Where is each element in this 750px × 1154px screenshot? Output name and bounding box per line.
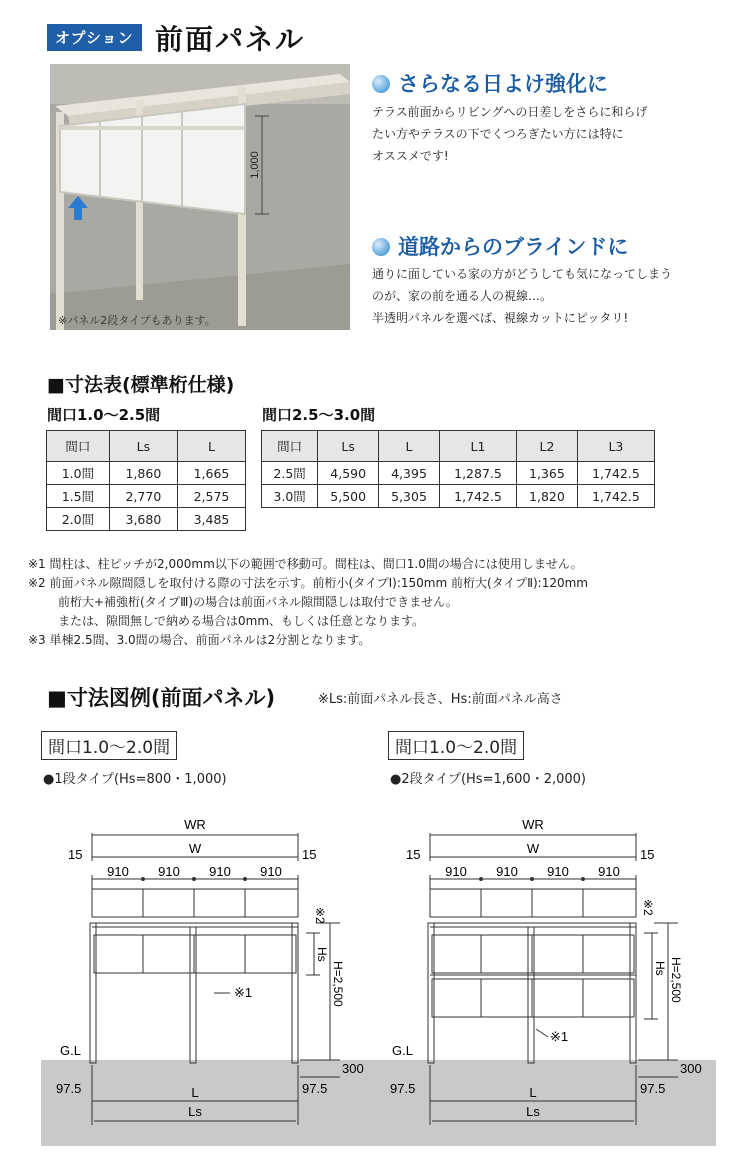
span-label: 910 xyxy=(445,864,467,879)
table-header-cell: Ls xyxy=(109,431,177,462)
feature-title-1 xyxy=(372,68,608,98)
feature-text-line: 半透明パネルを選べば、視線カットにピッタリ! xyxy=(372,311,629,325)
table-cell: 1,742.5 xyxy=(577,485,654,508)
span-label: 910 xyxy=(158,864,180,879)
table-cell: 1,742.5 xyxy=(577,462,654,485)
edge-left-label: 97.5 xyxy=(390,1081,416,1096)
table-cell: 1,742.5 xyxy=(439,485,516,508)
h-label: H=2,500 xyxy=(331,961,345,1007)
table-header-cell: L xyxy=(177,431,245,462)
table-cell: 2,770 xyxy=(109,485,177,508)
terrace-illustration xyxy=(50,64,350,330)
table-cell: 2,575 xyxy=(177,485,245,508)
table-header-cell: L1 xyxy=(439,431,516,462)
table-row xyxy=(262,485,655,508)
table-header-cell: 間口 xyxy=(262,431,318,462)
dimension-table-2 xyxy=(261,430,655,508)
wr-label: WR xyxy=(184,817,206,832)
span-label: 910 xyxy=(260,864,282,879)
ls-label: Ls xyxy=(526,1104,540,1119)
table-cell: 1,665 xyxy=(177,462,245,485)
feature-title-2 xyxy=(372,231,628,261)
side-15-right: 15 xyxy=(640,847,655,862)
notes xyxy=(28,555,588,650)
table-cell: 1.5間 xyxy=(47,485,110,508)
table-row xyxy=(47,462,246,485)
note-line: ※1 間柱は、柱ピッチが2,000mm以下の範囲で移動可。間柱は、間口1.0間の場合には使用しません。 xyxy=(28,557,583,571)
diagram-1 xyxy=(30,815,370,1135)
feature-text-line: オススメです! xyxy=(372,149,449,163)
table-cell: 3,485 xyxy=(177,508,245,531)
gl-label: G.L xyxy=(60,1043,81,1058)
note2-label: ※2 xyxy=(641,899,655,916)
diagram-2-box-label: 間口1.0〜2.0間 xyxy=(388,731,524,760)
edge-left-label: 97.5 xyxy=(56,1081,82,1096)
table-row xyxy=(262,462,655,485)
bullet-sphere-icon xyxy=(372,238,390,256)
table2-title: 間口2.5〜3.0間 xyxy=(262,406,376,424)
note-line: ※3 単棟2.5間、3.0間の場合、前面パネルは2分割となります。 xyxy=(28,633,371,647)
l-label: L xyxy=(529,1085,537,1100)
span-label: 910 xyxy=(107,864,129,879)
bullet-sphere-icon xyxy=(372,75,390,93)
note-line: または、隙間無しで納める場合は0mm、もしくは任意となります。 xyxy=(58,614,425,628)
table-cell: 5,305 xyxy=(379,485,440,508)
l-label: L xyxy=(191,1085,199,1100)
feature-text-line: 通りに面している家の方がどうしても気になってしまう xyxy=(372,267,673,281)
depth-label: 300 xyxy=(680,1061,702,1076)
dimension-table-1 xyxy=(46,430,246,531)
feature-title-1-text: さらなる日よけ強化に xyxy=(398,72,608,96)
gl-label: G.L xyxy=(392,1043,413,1058)
feature-title-2-text: 道路からのブラインドに xyxy=(398,235,629,259)
note-line: 前桁大+補強桁(タイプⅢ)の場合は前面パネル隙間隠しは取付できません。 xyxy=(58,595,458,609)
depth-label: 300 xyxy=(342,1061,364,1076)
table-row xyxy=(47,485,246,508)
span-label: 910 xyxy=(598,864,620,879)
table-header-cell: L3 xyxy=(577,431,654,462)
dim-table-title: ■寸法表(標準桁仕様) xyxy=(47,374,235,396)
edge-right-label: 97.5 xyxy=(640,1081,666,1096)
diagram-section-subtitle: ※Ls:前面パネル長さ、Hs:前面パネル高さ xyxy=(318,692,563,707)
diagram-1-box-label: 間口1.0〜2.0間 xyxy=(41,731,177,760)
table-header-row xyxy=(47,431,246,462)
table-cell: 5,500 xyxy=(318,485,379,508)
table-cell: 3,680 xyxy=(109,508,177,531)
table-cell: 3.0間 xyxy=(262,485,318,508)
note2-label: ※2 xyxy=(313,907,327,924)
table-header-cell: L2 xyxy=(517,431,578,462)
table-cell: 1,860 xyxy=(109,462,177,485)
note-line: ※2 前面パネル隙間隠しを取付ける際の寸法を示す。前桁小(タイプⅠ):150mm 前桁大(タイプⅡ):120mm xyxy=(28,576,588,590)
feature-text-line: のが、家の前を通る人の視線…。 xyxy=(372,289,553,303)
diagram-2 xyxy=(368,815,708,1135)
table-header-cell: Ls xyxy=(318,431,379,462)
w-label: W xyxy=(188,841,202,856)
photo-note: ※パネル2段タイプもあります。 xyxy=(58,314,216,327)
table-header-row xyxy=(262,431,655,462)
table-header-cell: 間口 xyxy=(47,431,110,462)
w-label: W xyxy=(526,841,540,856)
note1-label: ※1 xyxy=(550,1029,569,1044)
span-label: 910 xyxy=(547,864,569,879)
diagram-section-title: ■寸法図例(前面パネル) xyxy=(47,686,276,710)
ls-label: Ls xyxy=(188,1104,202,1119)
feature-text-line: たい方やテラスの下でくつろぎたい方には特に xyxy=(372,127,624,141)
table-cell: 2.0間 xyxy=(47,508,110,531)
wr-label: WR xyxy=(522,817,544,832)
table-header-cell: L xyxy=(379,431,440,462)
feature-text-line: テラス前面からリビングへの日差しをさらに和らげ xyxy=(372,105,648,119)
h-label: H=2,500 xyxy=(669,957,683,1003)
table-cell: 1,365 xyxy=(517,462,578,485)
page-title: 前面パネル xyxy=(155,23,306,56)
span-label: 910 xyxy=(209,864,231,879)
edge-right-label: 97.5 xyxy=(302,1081,328,1096)
side-15-left: 15 xyxy=(406,847,421,862)
span-label: 910 xyxy=(496,864,518,879)
table-cell: 1.0間 xyxy=(47,462,110,485)
table-cell: 4,395 xyxy=(379,462,440,485)
diagram-1-type-label: ●1段タイプ(Hs=800・1,000) xyxy=(43,772,227,787)
note1-label: ※1 xyxy=(234,985,253,1000)
table1-title: 間口1.0〜2.5間 xyxy=(47,406,161,424)
feature-text-1 xyxy=(372,101,647,167)
hs-label: Hs xyxy=(315,947,329,962)
option-tag: オプション xyxy=(47,24,142,51)
table-cell: 2.5間 xyxy=(262,462,318,485)
hs-label: Hs xyxy=(653,961,667,976)
side-15-left: 15 xyxy=(68,847,83,862)
table-row xyxy=(47,508,246,531)
side-15-right: 15 xyxy=(302,847,317,862)
photo-dimension-label: 1,000 xyxy=(249,151,261,179)
diagram-2-type-label: ●2段タイプ(Hs=1,600・2,000) xyxy=(390,772,586,787)
table-cell: 1,820 xyxy=(517,485,578,508)
table-cell: 4,590 xyxy=(318,462,379,485)
feature-text-2 xyxy=(372,263,672,329)
table-cell: 1,287.5 xyxy=(439,462,516,485)
product-photo xyxy=(50,64,350,330)
